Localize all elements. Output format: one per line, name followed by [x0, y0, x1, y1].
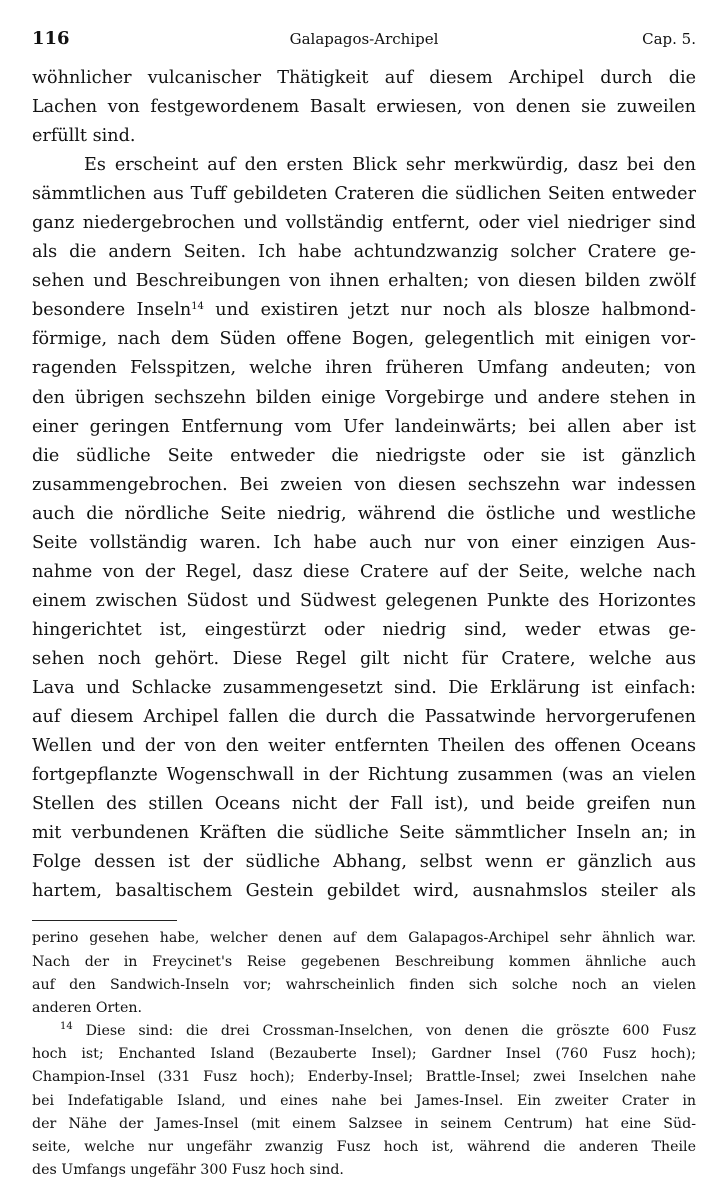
text-line: Wellen und der von den weiter entfernten Theilen des offenen Oceans	[32, 736, 696, 757]
text-line: Lachen von festgewordenem Basalt erwiesen, von denen sie zuweilen	[32, 97, 696, 118]
footnote-line: der Nähe der James-Insel (mit einem Salzsee in seinem Centrum) hat eine Süd-	[32, 1115, 696, 1132]
text-line: hingerichtet ist, eingestürzt oder niedrig sind, weder etwas ge-	[32, 619, 696, 640]
footnote-14-first-line	[32, 1020, 696, 1043]
text-line: mit verbundenen Kräften die südliche Seite sämmtlicher Inseln an; in	[32, 823, 696, 844]
page-number: 116	[32, 28, 70, 49]
text-line: Folge dessen ist der südliche Abhang, selbst wenn er gänzlich aus	[32, 852, 696, 873]
text-line: ragenden Felsspitzen, welche ihren früheren Umfang andeuten; von	[32, 358, 696, 379]
text-line: einem zwischen Südost und Südwest gelegenen Punkte des Horizontes	[32, 590, 696, 611]
text-line: ganz niedergebrochen und vollständig entfernt, oder viel niedriger sind	[32, 213, 696, 234]
text-line: erfüllt sind.	[32, 126, 136, 147]
footnote-reference: 14	[191, 301, 204, 313]
text-line: zusammengebrochen. Bei zweien von diesen sechszehn war indessen	[32, 474, 696, 495]
text-line: Stellen des stillen Oceans nicht der Fall ist), und beide greifen nun	[32, 794, 696, 815]
text-line: als die andern Seiten. Ich habe achtundzwanzig solcher Cratere ge-	[32, 242, 696, 263]
footnote-marker: 14	[60, 1021, 73, 1033]
footnote-line: seite, welche nur ungefähr zwanzig Fusz hoch ist, während die anderen Theile	[32, 1139, 696, 1156]
text-line: sehen und Beschreibungen von ihnen erhalten; von diesen bilden zwölf	[32, 271, 696, 292]
footnote-line: Nach der in Freycinet's Reise gegebenen Beschreibung kommen ähnliche auch	[32, 953, 696, 970]
chapter-label: Cap. 5.	[642, 30, 696, 48]
text-line: sämmtlichen aus Tuff gebildeten Crateren die südlichen Seiten entweder	[32, 184, 696, 205]
footnote-text: Diese sind: die drei Crossman-Inselchen, von denen die gröszte 600 Fusz	[85, 1023, 696, 1040]
text-line: auch die nördliche Seite niedrig, während die östliche und westliche	[32, 503, 696, 524]
text-line: wöhnlicher vulcanischer Thätigkeit auf diesem Archipel durch die	[32, 68, 696, 88]
footnote-line: perino gesehen habe, welcher denen auf dem Galapagos-Archipel sehr ähnlich war.	[32, 930, 696, 947]
text-line: hartem, basaltischem Gestein gebildet wird, ausnahmslos steiler als	[32, 881, 696, 902]
text-line: die südliche Seite entweder die niedrigste oder sie ist gänzlich	[32, 445, 696, 466]
text-segment: und existiren jetzt nur noch als blosze halbmond-	[215, 300, 696, 321]
text-line: sehen noch gehört. Diese Regel gilt nicht für Cratere, welche aus	[32, 648, 696, 669]
text-line: förmige, nach dem Süden offene Bogen, gelegentlich mit einigen vor-	[32, 329, 696, 350]
footnote-line: hoch ist; Enchanted Island (Bezauberte Insel); Gardner Insel (760 Fusz hoch);	[32, 1046, 696, 1063]
text-line: den übrigen sechszehn bilden einige Vorgebirge und andere stehen in	[32, 387, 696, 408]
text-line: einer geringen Entfernung vom Ufer landeinwärts; bei allen aber ist	[32, 416, 696, 437]
footnotes	[32, 927, 696, 1182]
footnote-line: Champion-Insel (331 Fusz hoch); Enderby-Insel; Brattle-Insel; zwei Inselchen nahe	[32, 1069, 696, 1086]
text-line: Seite vollständig waren. Ich habe auch nur von einer einzigen Aus-	[32, 532, 696, 553]
footnote-line: bei Indefatigable Island, und eines nahe bei James-Insel. Ein zweiter Crater in	[32, 1092, 696, 1109]
footnote-separator	[32, 920, 177, 921]
footnote-line: anderen Orten.	[32, 999, 143, 1016]
text-line: nahme von der Regel, dasz diese Cratere auf der Seite, welche nach	[32, 561, 696, 582]
text-line-with-footnote-ref	[32, 296, 696, 325]
text-line: Es erscheint auf den ersten Blick sehr merkwürdig, dasz bei den	[84, 155, 696, 176]
text-line: auf diesem Archipel fallen die durch die Passatwinde hervorgerufenen	[32, 707, 696, 728]
running-title: Galapagos-Archipel	[289, 30, 439, 48]
book-page	[32, 22, 696, 1182]
text-line: fortgepflanzte Wogenschwall in der Richtung zusammen (was an vielen	[32, 765, 696, 786]
running-header	[32, 22, 696, 52]
footnote-line: auf den Sandwich-Inseln vor; wahrscheinlich finden sich solche noch an vielen	[32, 976, 696, 993]
text-segment: besondere Inseln	[32, 300, 192, 321]
text-line: Lava und Schlacke zusammengesetzt sind. Die Erklärung ist einfach:	[32, 677, 696, 698]
main-text	[32, 64, 696, 906]
footnote-line: des Umfangs ungefähr 300 Fusz hoch sind.	[32, 1162, 344, 1179]
